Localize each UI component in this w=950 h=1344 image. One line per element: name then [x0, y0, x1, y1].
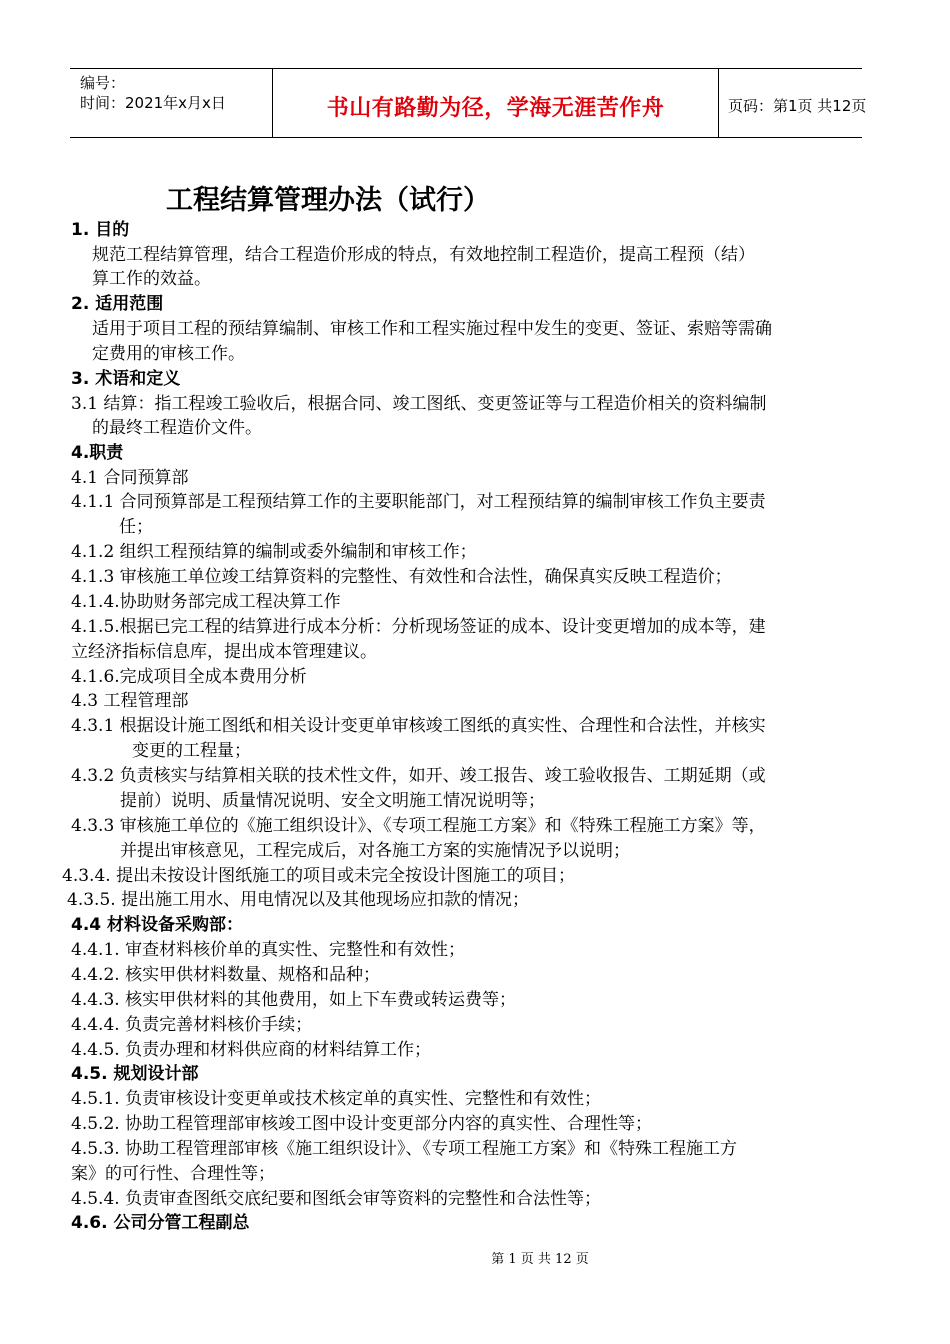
section-heading: 4.6. 公司分管工程副总	[71, 1213, 250, 1233]
body-line: 4.4.4. 负责完善材料核价手续；	[71, 1015, 313, 1035]
body-line: 并提出审核意见，工程完成后，对各施工方案的实施情况予以说明；	[120, 841, 630, 861]
header-motto-cell	[272, 69, 719, 137]
section-heading: 4.5. 规划设计部	[71, 1064, 199, 1084]
footer-page-number: 第 1 页 共 12 页	[491, 1252, 589, 1267]
header-left-cell	[70, 69, 272, 137]
body-line: 4.5.3. 协助工程管理部审核《施工组织设计》、《专项工程施工方案》和《特殊工程施工方	[71, 1139, 738, 1159]
body-line: 4.5.1. 负责审核设计变更单或技术核定单的真实性、完整性和有效性；	[71, 1089, 602, 1109]
body-line: 4.1.2 组织工程预结算的编制或委外编制和审核工作；	[71, 542, 477, 562]
body-line: 4.1 合同预算部	[71, 468, 189, 488]
body-line: 规范工程结算管理，结合工程造价形成的特点，有效地控制工程造价，提高工程预（结）	[92, 245, 755, 265]
body-line: 定费用的审核工作。	[92, 344, 245, 364]
body-line: 算工作的效益。	[92, 269, 211, 289]
body-line: 适用于项目工程的预结算编制、审核工作和工程实施过程中发生的变更、签证、索赔等需确	[92, 319, 772, 339]
body-line: 4.4.5. 负责办理和材料供应商的材料结算工作；	[71, 1040, 432, 1060]
section-heading: 2. 适用范围	[71, 294, 164, 314]
header-motto: 书山有路勤为径，学海无涯苦作舟	[326, 96, 665, 121]
body-line: 4.4.1. 审查材料核价单的真实性、完整性和有效性；	[71, 940, 466, 960]
body-line: 4.3.2 负责核实与结算相关联的技术性文件，如开、竣工报告、竣工验收报告、工期延期（或	[71, 766, 766, 786]
section-heading: 1. 目的	[71, 220, 130, 240]
body-line: 立经济指标信息库，提出成本管理建议。	[71, 642, 377, 662]
document-title: 工程结算管理办法（试行）	[166, 185, 490, 216]
body-line: 4.3.3 审核施工单位的《施工组织设计》、《专项工程施工方案》和《特殊工程施工方案》等，	[71, 816, 766, 836]
body-line: 4.3 工程管理部	[71, 691, 189, 711]
section-heading: 4.职责	[71, 443, 124, 463]
body-line: 4.1.5.根据已完工程的结算进行成本分析：分析现场签证的成本、设计变更增加的成本等，建	[71, 617, 766, 637]
body-line: 的最终工程造价文件。	[92, 418, 262, 438]
body-line: 变更的工程量；	[132, 741, 251, 761]
section-heading: 4.4 材料设备采购部：	[71, 915, 244, 935]
body-line: 4.1.6.完成项目全成本费用分析	[71, 667, 307, 687]
document-time-label: 时间：2021年x月x日	[80, 94, 226, 112]
body-line: 提前）说明、质量情况说明、安全文明施工情况说明等；	[120, 791, 545, 811]
body-line: 4.4.3. 核实甲供材料的其他费用，如上下车费或转运费等；	[71, 990, 517, 1010]
body-line: 4.5.2. 协助工程管理部审核竣工图中设计变更部分内容的真实性、合理性等；	[71, 1114, 653, 1134]
body-line: 4.3.5. 提出施工用水、用电情况以及其他现场应扣款的情况；	[67, 890, 530, 910]
body-line: 任；	[119, 517, 153, 537]
body-line: 案》的可行性、合理性等；	[71, 1164, 275, 1184]
body-line: 4.3.1 根据设计施工图纸和相关设计变更单审核竣工图纸的真实性、合理性和合法性，并核实	[71, 716, 766, 736]
header-page-number: 页码：第1页 共12页	[728, 97, 867, 115]
header-page-cell	[718, 69, 867, 137]
document-number-label: 编号：	[80, 74, 126, 92]
section-heading: 3. 术语和定义	[71, 369, 181, 389]
body-line: 4.1.4.协助财务部完成工程决算工作	[71, 592, 341, 612]
body-line: 4.5.4. 负责审查图纸交底纪要和图纸会审等资料的完整性和合法性等；	[71, 1189, 602, 1209]
header-table	[70, 68, 867, 138]
body-line: 4.4.2. 核实甲供材料数量、规格和品种；	[71, 965, 381, 985]
page-footer	[0, 1248, 950, 1267]
body-line: 3.1 结算：指工程竣工验收后，根据合同、竣工图纸、变更签证等与工程造价相关的资料编制	[71, 394, 767, 414]
body-line: 4.1.1 合同预算部是工程预结算工作的主要职能部门，对工程预结算的编制审核工作负主要责	[71, 492, 766, 512]
body-line: 4.3.4. 提出未按设计图纸施工的项目或未完全按设计图施工的项目；	[62, 866, 576, 886]
body-line: 4.1.3 审核施工单位竣工结算资料的完整性、有效性和合法性，确保真实反映工程造价；	[71, 567, 732, 587]
